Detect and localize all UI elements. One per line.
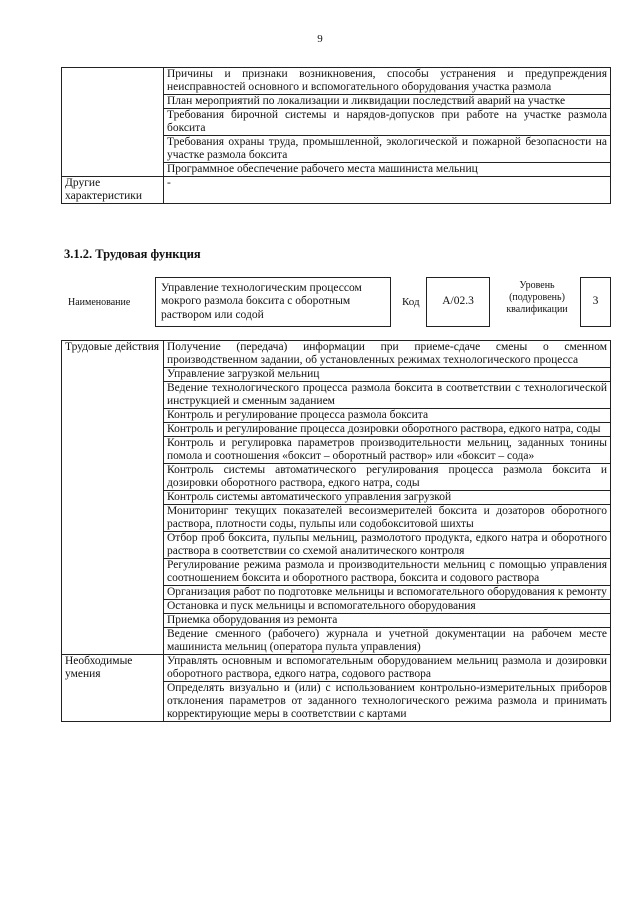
labor-action-item: Организация работ по подготовке мельницы и вспомогательного оборудования к ремонту — [164, 586, 611, 600]
skills-label: Необходимые умения — [62, 655, 164, 722]
function-name-box — [155, 277, 391, 327]
knowledge-table-continued — [61, 67, 611, 204]
knowledge-item: Требования охраны труда, промышленной, экологической и пожарной безопасности на участке размола боксита — [164, 136, 611, 163]
page-number: 9 — [317, 33, 323, 45]
qualification-level-value: 3 — [592, 295, 599, 308]
qualification-level-box — [580, 277, 611, 327]
labor-action-item: Ведение сменного (рабочего) журнала и учетной документации на рабочем месте машиниста мельниц (оператора пульта управления) — [164, 628, 611, 655]
function-name-value: Управление технологическим процессом мокрого размола боксита с оборотным раствором или содой — [161, 281, 362, 321]
table-row — [62, 655, 611, 682]
labor-action-item: Получение (передача) информации при приеме-сдаче смены о сменном производственном задании, об установленных режимах технологического процесса — [164, 341, 611, 368]
knowledge-item: Требования бирочной системы и нарядов-допусков при работе на участке размола боксита — [164, 109, 611, 136]
labor-action-item: Контроль и регулировка параметров производительности мельниц, заданных тонины помола и соотношения «боксит – оборотный раствор» или «боксит – сода» — [164, 437, 611, 464]
other-characteristics-value: - — [164, 177, 611, 204]
labor-action-item: Приемка оборудования из ремонта — [164, 614, 611, 628]
code-label: Код — [402, 296, 420, 308]
section-title: 3.1.2. Трудовая функция — [64, 247, 201, 261]
table-row — [62, 177, 611, 204]
name-label: Наименование — [68, 297, 131, 308]
knowledge-item: План мероприятий по локализации и ликвидации последствий аварий на участке — [164, 95, 611, 109]
other-characteristics-label: Другие характеристики — [62, 177, 164, 204]
labor-action-item: Ведение технологического процесса размола боксита в соответствии с технологической инструкцией и сменным заданием — [164, 382, 611, 409]
category-cell — [62, 68, 164, 177]
labor-function-table — [61, 340, 611, 722]
labor-action-item: Контроль и регулирование процесса дозировки оборотного раствора, едкого натра, соды — [164, 423, 611, 437]
skill-item: Определять визуально и (или) с использованием контрольно-измерительных приборов отклонения параметров от заданного технологического режима размола и принимать корректирующие меры в соответствии с картами — [164, 682, 611, 722]
labor-action-item: Регулирование режима размола и производительности мельниц с помощью управления соотношением боксита и оборотного раствора, боксита и содового раствора — [164, 559, 611, 586]
code-value: А/02.3 — [442, 295, 474, 308]
knowledge-item: Причины и признаки возникновения, способы устранения и предупреждения неисправностей основного и вспомогательного оборудования участка размола — [164, 68, 611, 95]
skill-item: Управлять основным и вспомогательным оборудованием мельниц размола и дозировки оборотного раствора, едкого натра, содового раствора — [164, 655, 611, 682]
knowledge-item: Программное обеспечение рабочего места машиниста мельниц — [164, 163, 611, 177]
actions-label: Трудовые действия — [62, 341, 164, 655]
labor-action-item: Контроль и регулирование процесса размола боксита — [164, 409, 611, 423]
labor-action-item: Остановка и пуск мельницы и вспомогательного оборудования — [164, 600, 611, 614]
labor-action-item: Контроль системы автоматического управления загрузкой — [164, 491, 611, 505]
labor-action-item: Мониторинг текущих показателей весоизмерителей боксита и дозаторов оборотного раствора, плотности соды, пульпы или содобокситовой шихты — [164, 505, 611, 532]
labor-action-item: Управление загрузкой мельниц — [164, 368, 611, 382]
labor-action-item: Контроль системы автоматического регулирования процесса размола боксита и дозировки оборотного раствора, едкого натра, соды — [164, 464, 611, 491]
table-row — [62, 68, 611, 95]
code-box — [426, 277, 490, 327]
qualification-level-label: Уровень (подуровень) квалификации — [506, 280, 568, 315]
labor-action-item: Отбор проб боксита, пульпы мельниц, размолотого продукта, едкого натра и оборотного раствора в соответствии со схемой аналитического контроля — [164, 532, 611, 559]
table-row — [62, 341, 611, 368]
